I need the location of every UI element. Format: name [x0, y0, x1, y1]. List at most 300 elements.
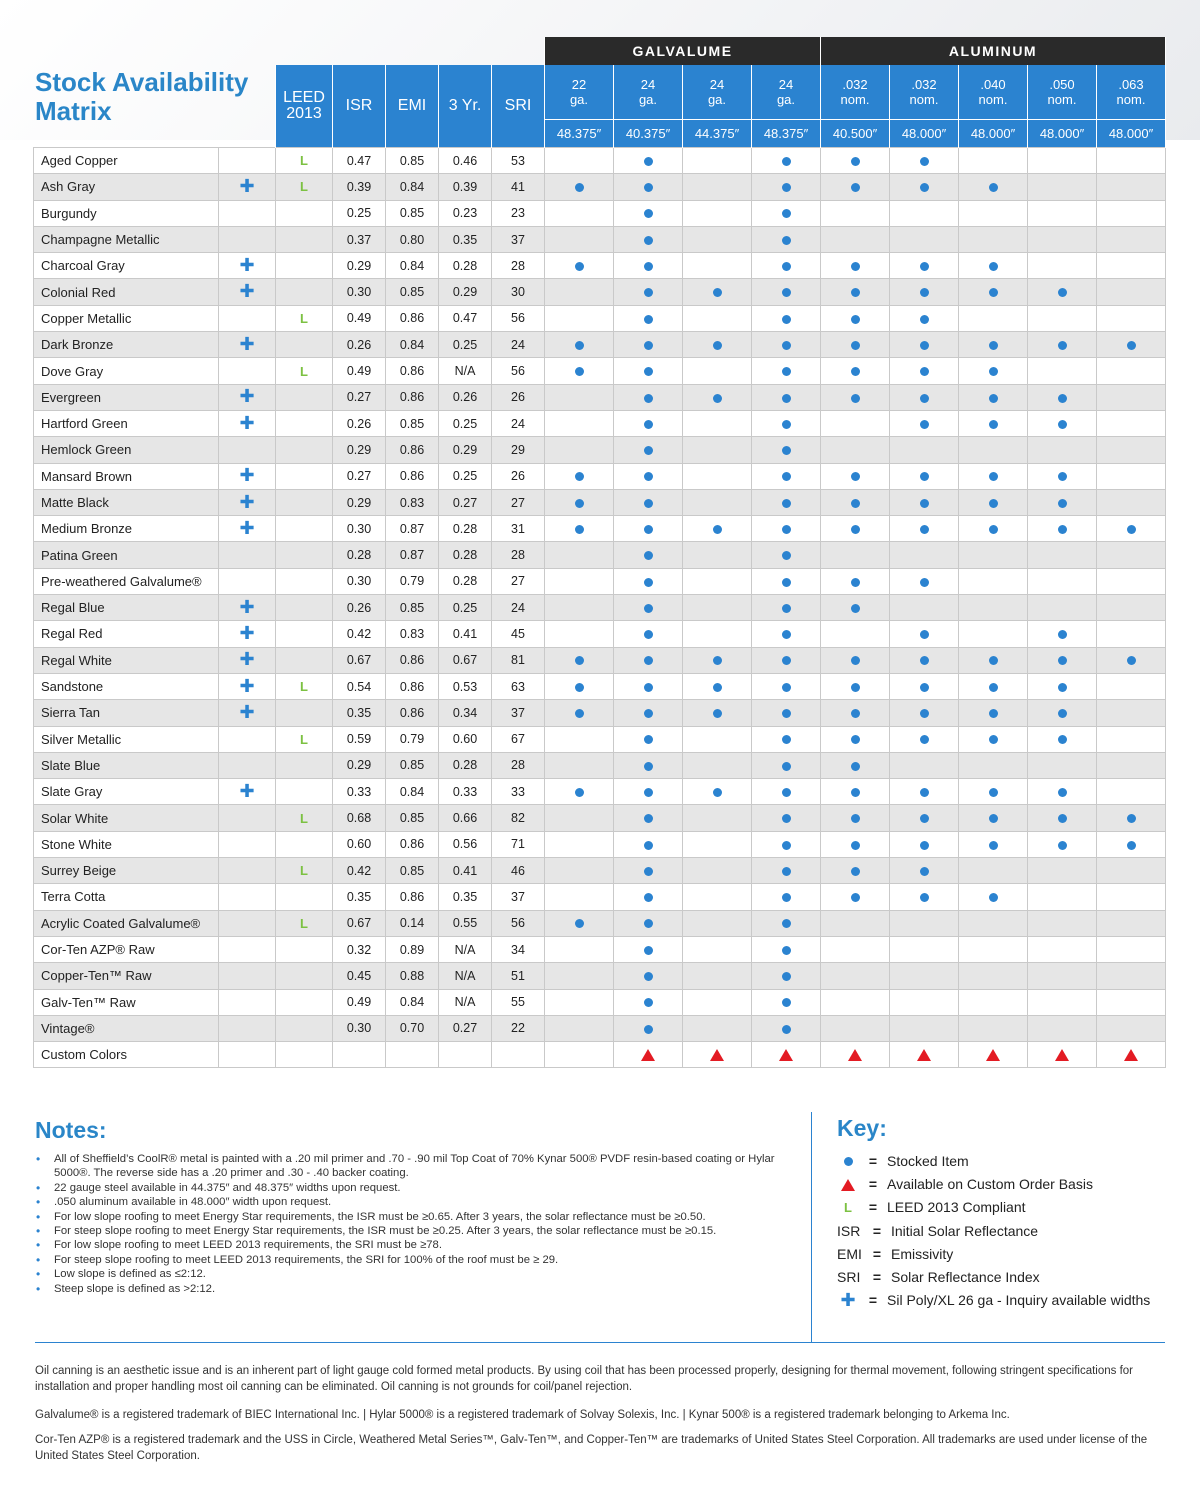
color-name: Galv-Ten™ Raw — [34, 989, 219, 1015]
leed-cell — [276, 200, 333, 226]
key-abbrev: EMI — [837, 1245, 862, 1262]
leed-cell — [276, 279, 333, 305]
availability-cell — [1097, 174, 1166, 200]
leed-cell — [276, 489, 333, 515]
availability-cell — [614, 595, 683, 621]
leed-l-icon: L — [844, 1199, 852, 1215]
key-row-leed: L = LEED 2013 Compliant — [837, 1196, 1150, 1219]
sri-header: SRI — [492, 65, 545, 148]
availability-cell — [683, 148, 752, 174]
availability-cell — [683, 410, 752, 436]
stocked-dot-icon — [782, 341, 791, 350]
stocked-dot-icon — [575, 919, 584, 928]
table-row — [34, 384, 1166, 410]
sri-value: 37 — [492, 226, 545, 252]
availability-cell — [683, 226, 752, 252]
availability-cell — [545, 148, 614, 174]
availability-cell — [959, 1015, 1028, 1041]
availability-cell — [959, 542, 1028, 568]
width-header: 48.375″ — [545, 120, 614, 148]
emi-value: 0.14 — [386, 910, 439, 936]
availability-cell — [1097, 884, 1166, 910]
availability-cell — [683, 647, 752, 673]
sil-poly-cell — [219, 200, 276, 226]
stocked-dot-icon — [920, 709, 929, 718]
isr-value: 0.26 — [333, 595, 386, 621]
stocked-dot-icon — [575, 525, 584, 534]
stocked-dot-icon — [782, 946, 791, 955]
sri-value: 28 — [492, 752, 545, 778]
sri-value: 22 — [492, 1015, 545, 1041]
availability-cell — [545, 1015, 614, 1041]
stocked-dot-icon — [782, 683, 791, 692]
stocked-dot-icon — [1058, 814, 1067, 823]
stocked-dot-icon — [851, 762, 860, 771]
stocked-dot-icon — [1058, 525, 1067, 534]
availability-cell — [752, 779, 821, 805]
stocked-dot-icon — [851, 656, 860, 665]
availability-cell — [752, 910, 821, 936]
stocked-dot-icon — [1058, 420, 1067, 429]
plus-icon: ✚ — [239, 596, 255, 617]
width-header: 40.375″ — [614, 120, 683, 148]
availability-cell — [890, 989, 959, 1015]
availability-cell — [614, 463, 683, 489]
color-name: Copper-Ten™ Raw — [34, 963, 219, 989]
sil-poly-cell — [219, 384, 276, 410]
sil-poly-cell — [219, 700, 276, 726]
availability-cell — [752, 174, 821, 200]
note-item: • Low slope is defined as ≤2:12. — [35, 1267, 805, 1281]
leed-cell — [276, 936, 333, 962]
custom-order-triangle-icon — [779, 1049, 793, 1061]
availability-cell — [821, 989, 890, 1015]
table-row — [34, 148, 1166, 174]
stocked-dot-icon — [575, 183, 584, 192]
availability-cell — [821, 910, 890, 936]
availability-cell — [545, 963, 614, 989]
leed-cell: L — [276, 805, 333, 831]
yr3-value: 0.29 — [439, 437, 492, 463]
custom-order-triangle-icon — [1055, 1049, 1069, 1061]
plus-icon: ✚ — [239, 175, 255, 196]
sil-poly-cell — [219, 305, 276, 331]
availability-cell — [1097, 936, 1166, 962]
stocked-dot-icon — [644, 841, 653, 850]
leed-cell — [276, 963, 333, 989]
availability-cell — [614, 148, 683, 174]
stocked-dot-icon — [920, 867, 929, 876]
color-name: Champagne Metallic — [34, 226, 219, 252]
stocked-dot-icon — [989, 499, 998, 508]
stocked-dot-icon — [644, 630, 653, 639]
availability-cell — [614, 831, 683, 857]
color-name: Cor-Ten AZP® Raw — [34, 936, 219, 962]
availability-cell — [821, 489, 890, 515]
stocked-dot-icon — [782, 578, 791, 587]
yr3-value: 0.27 — [439, 1015, 492, 1041]
stocked-dot-icon — [575, 472, 584, 481]
availability-cell — [545, 568, 614, 594]
yr3-value: 0.41 — [439, 621, 492, 647]
stocked-dot-icon — [1058, 709, 1067, 718]
emi-value: 0.86 — [386, 884, 439, 910]
stocked-dot-icon — [782, 367, 791, 376]
availability-cell — [1097, 1042, 1166, 1068]
stocked-dot-icon — [782, 630, 791, 639]
stocked-dot-icon — [851, 288, 860, 297]
emi-value: 0.86 — [386, 673, 439, 699]
table-row — [34, 831, 1166, 857]
sil-poly-cell — [219, 542, 276, 568]
sri-value: 26 — [492, 463, 545, 489]
availability-cell — [752, 989, 821, 1015]
emi-value: 0.80 — [386, 226, 439, 252]
availability-cell — [1028, 279, 1097, 305]
availability-cell — [959, 332, 1028, 358]
stocked-dot-icon — [782, 735, 791, 744]
availability-cell — [683, 858, 752, 884]
availability-cell — [959, 1042, 1028, 1068]
stocked-dot-icon — [575, 656, 584, 665]
availability-cell — [683, 200, 752, 226]
availability-cell — [1097, 200, 1166, 226]
availability-cell — [1097, 463, 1166, 489]
availability-cell — [1028, 936, 1097, 962]
availability-cell — [1028, 384, 1097, 410]
emi-value: 0.83 — [386, 489, 439, 515]
stocked-dot-icon — [920, 893, 929, 902]
plus-icon: ✚ — [239, 465, 255, 486]
leed-cell — [276, 542, 333, 568]
availability-cell — [959, 437, 1028, 463]
stocked-dot-icon — [644, 578, 653, 587]
availability-cell — [614, 410, 683, 436]
isr-value: 0.35 — [333, 700, 386, 726]
availability-cell — [614, 305, 683, 331]
emi-value: 0.85 — [386, 410, 439, 436]
availability-cell — [890, 700, 959, 726]
emi-value: 0.85 — [386, 148, 439, 174]
stocked-dot-icon — [920, 157, 929, 166]
availability-cell — [614, 358, 683, 384]
sil-poly-cell — [219, 647, 276, 673]
stocked-dot-icon — [989, 394, 998, 403]
emi-value: 0.89 — [386, 936, 439, 962]
sri-value: 29 — [492, 437, 545, 463]
stocked-dot-icon — [851, 183, 860, 192]
availability-cell — [1028, 805, 1097, 831]
availability-cell — [1028, 253, 1097, 279]
availability-cell — [683, 332, 752, 358]
width-header: 40.500″ — [821, 120, 890, 148]
emi-value: 0.85 — [386, 805, 439, 831]
leed-cell: L — [276, 858, 333, 884]
emi-value: 0.70 — [386, 1015, 439, 1041]
key-text: Sil Poly/XL 26 ga - Inquiry available widths — [887, 1292, 1151, 1309]
emi-value: 0.85 — [386, 858, 439, 884]
availability-cell — [821, 936, 890, 962]
custom-order-triangle-icon — [710, 1049, 724, 1061]
sil-poly-cell — [219, 1015, 276, 1041]
width-header: 48.000″ — [959, 120, 1028, 148]
availability-cell — [545, 700, 614, 726]
stocked-dot-icon — [644, 1025, 653, 1034]
color-name: Aged Copper — [34, 148, 219, 174]
leed-cell: L — [276, 726, 333, 752]
stocked-dot-icon — [851, 499, 860, 508]
availability-cell — [890, 752, 959, 778]
availability-cell — [1097, 700, 1166, 726]
stocked-dot-icon — [1058, 288, 1067, 297]
availability-cell — [545, 831, 614, 857]
sil-poly-cell — [219, 358, 276, 384]
isr-value: 0.30 — [333, 279, 386, 305]
availability-cell — [545, 437, 614, 463]
availability-cell — [683, 542, 752, 568]
emi-value: 0.84 — [386, 779, 439, 805]
leed-cell — [276, 1015, 333, 1041]
availability-cell — [752, 963, 821, 989]
stocked-dot-icon — [644, 472, 653, 481]
stocked-dot-icon — [782, 841, 791, 850]
availability-cell — [545, 779, 614, 805]
availability-cell — [959, 963, 1028, 989]
availability-cell — [545, 463, 614, 489]
isr-value: 0.30 — [333, 1015, 386, 1041]
leed-cell — [276, 779, 333, 805]
emi-value: 0.79 — [386, 726, 439, 752]
availability-cell — [821, 884, 890, 910]
leed-cell — [276, 410, 333, 436]
stocked-dot-icon — [713, 525, 722, 534]
availability-cell — [890, 673, 959, 699]
sil-poly-cell — [219, 1042, 276, 1068]
stocked-dot-icon — [782, 604, 791, 613]
color-name: Pre-weathered Galvalume® — [34, 568, 219, 594]
leed-cell: L — [276, 305, 333, 331]
stocked-dot-icon — [782, 762, 791, 771]
stocked-dot-icon — [989, 420, 998, 429]
availability-cell — [890, 332, 959, 358]
table-row — [34, 884, 1166, 910]
availability-cell — [752, 148, 821, 174]
sri-value: 24 — [492, 410, 545, 436]
availability-cell — [1028, 568, 1097, 594]
availability-cell — [752, 384, 821, 410]
availability-cell — [683, 1015, 752, 1041]
availability-cell — [752, 726, 821, 752]
availability-cell — [821, 831, 890, 857]
availability-cell — [1097, 253, 1166, 279]
availability-cell — [545, 673, 614, 699]
color-name: Hemlock Green — [34, 437, 219, 463]
availability-cell — [614, 437, 683, 463]
stocked-dot-icon — [644, 814, 653, 823]
sri-value: 30 — [492, 279, 545, 305]
availability-cell — [959, 752, 1028, 778]
leed-cell: L — [276, 174, 333, 200]
emi-value: 0.88 — [386, 963, 439, 989]
availability-cell — [1097, 568, 1166, 594]
stocked-dot-icon — [782, 315, 791, 324]
availability-cell — [752, 805, 821, 831]
sil-poly-cell — [219, 805, 276, 831]
availability-cell — [821, 148, 890, 174]
key-row-emi: EMI = Emissivity — [837, 1245, 954, 1262]
stocked-dot-icon — [782, 814, 791, 823]
key-row-stocked: = Stocked Item — [837, 1149, 1150, 1172]
table-row — [34, 410, 1166, 436]
stock-availability-table — [33, 37, 1166, 1068]
availability-cell — [1097, 726, 1166, 752]
availability-cell — [959, 647, 1028, 673]
stocked-dot-icon — [782, 788, 791, 797]
availability-cell — [890, 148, 959, 174]
stocked-dot-icon — [1058, 630, 1067, 639]
availability-cell — [545, 621, 614, 647]
availability-cell — [545, 516, 614, 542]
sil-poly-cell — [219, 621, 276, 647]
availability-cell — [683, 568, 752, 594]
availability-cell — [890, 568, 959, 594]
note-item: • All of Sheffield’s CoolR® metal is painted with a .20 mil primer and .70 - .90 mil Top Coat of 70% Kynar 500® PVDF resin-based coating or Hylar 5000®. The reverse side has a .20 primer and .30 - .40 backer coating. — [35, 1152, 805, 1181]
availability-cell — [1028, 858, 1097, 884]
yr3-value: 0.28 — [439, 253, 492, 279]
isr-value: 0.59 — [333, 726, 386, 752]
stocked-dot-icon — [920, 420, 929, 429]
availability-cell — [1028, 726, 1097, 752]
availability-cell — [683, 463, 752, 489]
yr3-value: N/A — [439, 989, 492, 1015]
availability-cell — [683, 174, 752, 200]
availability-cell — [890, 621, 959, 647]
availability-cell — [959, 463, 1028, 489]
plus-icon: ✚ — [239, 386, 255, 407]
stocked-dot-icon — [989, 683, 998, 692]
availability-cell — [614, 752, 683, 778]
leed-cell — [276, 647, 333, 673]
key-abbrev: ISR — [837, 1222, 861, 1239]
color-name: Slate Gray — [34, 779, 219, 805]
availability-cell — [959, 305, 1028, 331]
availability-cell — [683, 621, 752, 647]
availability-cell — [959, 726, 1028, 752]
availability-cell — [683, 437, 752, 463]
gauge-header: .032 nom. — [821, 65, 890, 120]
isr-value — [333, 1042, 386, 1068]
emi-value: 0.85 — [386, 200, 439, 226]
stocked-dot-icon — [851, 157, 860, 166]
yr3-value — [439, 1042, 492, 1068]
availability-cell — [545, 595, 614, 621]
stocked-dot-icon — [989, 367, 998, 376]
yr3-value: 0.25 — [439, 332, 492, 358]
color-name: Surrey Beige — [34, 858, 219, 884]
color-name: Colonial Red — [34, 279, 219, 305]
yr3-value: 0.66 — [439, 805, 492, 831]
color-name: Acrylic Coated Galvalume® — [34, 910, 219, 936]
plus-icon: ✚ — [239, 701, 255, 722]
key-abbrev: SRI — [837, 1269, 861, 1286]
galvalume-header: GALVALUME — [545, 37, 821, 65]
stocked-dot-icon — [575, 683, 584, 692]
availability-cell — [752, 332, 821, 358]
stocked-dot-icon — [851, 262, 860, 271]
stocked-dot-icon — [1127, 341, 1136, 350]
stocked-dot-icon — [851, 893, 860, 902]
stocked-dot-icon — [851, 472, 860, 481]
availability-cell — [821, 858, 890, 884]
availability-cell — [545, 542, 614, 568]
availability-cell — [545, 647, 614, 673]
availability-cell — [1028, 332, 1097, 358]
width-header: 44.375″ — [683, 120, 752, 148]
leed-header: LEED 2013 — [276, 65, 333, 148]
yr3-value: 0.35 — [439, 884, 492, 910]
yr3-value: 0.60 — [439, 726, 492, 752]
isr-value: 0.30 — [333, 568, 386, 594]
availability-cell — [683, 726, 752, 752]
availability-cell — [545, 410, 614, 436]
isr-value: 0.26 — [333, 332, 386, 358]
availability-cell — [890, 253, 959, 279]
availability-cell — [1097, 831, 1166, 857]
availability-cell — [890, 305, 959, 331]
availability-cell — [959, 700, 1028, 726]
availability-cell — [959, 148, 1028, 174]
availability-cell — [683, 910, 752, 936]
availability-cell — [821, 542, 890, 568]
sil-poly-cell — [219, 884, 276, 910]
availability-cell — [821, 226, 890, 252]
availability-cell — [1028, 200, 1097, 226]
table-row — [34, 595, 1166, 621]
availability-cell — [614, 989, 683, 1015]
sri-value: 56 — [492, 358, 545, 384]
stocked-dot-icon — [989, 788, 998, 797]
availability-cell — [683, 831, 752, 857]
availability-cell — [1028, 752, 1097, 778]
availability-cell — [1097, 805, 1166, 831]
availability-cell — [821, 174, 890, 200]
availability-cell — [1097, 910, 1166, 936]
availability-cell — [821, 805, 890, 831]
sil-poly-cell — [219, 463, 276, 489]
availability-cell — [890, 779, 959, 805]
stocked-dot-icon — [575, 341, 584, 350]
sri-value: 23 — [492, 200, 545, 226]
availability-cell — [752, 1042, 821, 1068]
stocked-dot-icon — [644, 867, 653, 876]
leed-cell — [276, 226, 333, 252]
key-row-sri: SRI = Solar Reflectance Index — [837, 1269, 1040, 1286]
availability-cell — [752, 410, 821, 436]
stocked-dot-icon — [644, 893, 653, 902]
table-row — [34, 779, 1166, 805]
availability-cell — [821, 410, 890, 436]
availability-cell — [890, 226, 959, 252]
stocked-dot-icon — [851, 367, 860, 376]
yr3-value: N/A — [439, 358, 492, 384]
leed-cell — [276, 595, 333, 621]
emi-value: 0.84 — [386, 332, 439, 358]
availability-cell — [1028, 910, 1097, 936]
availability-cell — [890, 174, 959, 200]
isr-value: 0.47 — [333, 148, 386, 174]
sri-value — [492, 1042, 545, 1068]
availability-cell — [683, 358, 752, 384]
